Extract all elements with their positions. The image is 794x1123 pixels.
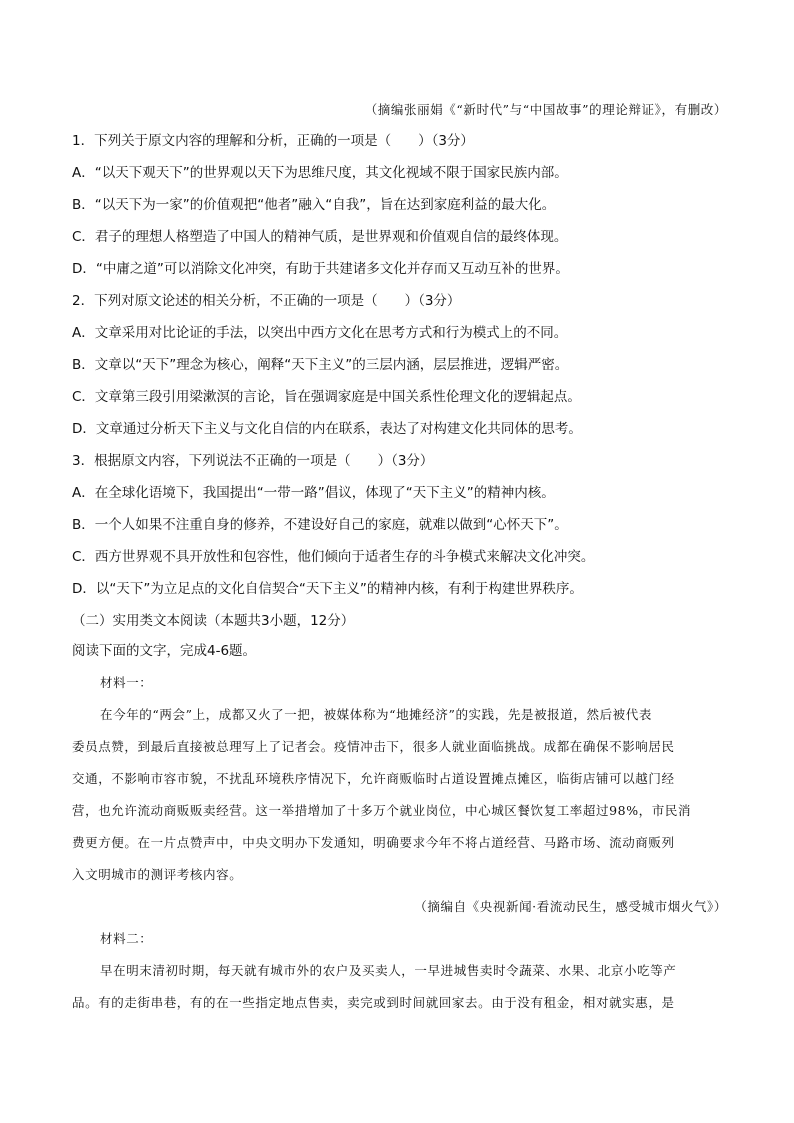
question-2-option-b: B．文章以“天下”理念为核心，阐释“天下主义”的三层内涵，层层推进，逻辑严密。 (72, 357, 569, 373)
question-3-stem: 3．根据原文内容，下列说法不正确的一项是（ ）（3分） (72, 453, 434, 469)
question-3-option-b: B．一个人如果不注重自身的修养，不建设好自己的家庭，就难以做到“心怀天下”。 (72, 517, 568, 533)
section-2-instruction: 阅读下面的文字，完成4-6题。 (72, 643, 257, 659)
question-2-option-a: A．文章采用对比论证的手法，以突出中西方文化在思考方式和行为模式上的不同。 (72, 325, 568, 341)
question-3-option-d: D．以“天下”为立足点的文化自信契合“天下主义”的精神内核，有利于构建世界秩序。 (72, 581, 583, 597)
question-3-option-a: A．在全球化语境下，我国提出“一带一路”倡议，体现了“天下主义”的精神内核。 (72, 485, 555, 501)
question-1-option-a: A．“以天下观天下”的世界观以天下为思维尺度，其文化视域不限于国家民族内部。 (72, 165, 568, 181)
question-1-option-b: B．“以天下为一家”的价值观把“他者”融入“自我”，旨在达到家庭利益的最大化。 (72, 197, 556, 213)
material-1-line: 入文明城市的测评考核内容。 (72, 867, 243, 882)
source-citation-1: （摘编张丽娟《“新时代”与“中国故事”的理论辩证》，有删改） (364, 102, 727, 117)
section-2-title: （二）实用类文本阅读（本题共3小题，12分） (72, 613, 355, 629)
question-1-stem: 1．下列关于原文内容的理解和分析，正确的一项是（ ）（3分） (72, 133, 474, 149)
material-1-line: 在今年的“两会”上，成都又火了一把，被媒体称为“地摊经济”的实践，先是被报道，然后被代表 (100, 707, 652, 722)
question-2-option-c: C．文章第三段引用梁漱溟的言论，旨在强调家庭是中国关系性伦理文化的逻辑起点。 (72, 389, 581, 405)
source-citation-2: （摘编自《央视新闻·看流动民生，感受城市烟火气》） (414, 899, 727, 914)
question-2-option-d: D．文章通过分析天下主义与文化自信的内在联系，表达了对构建文化共同体的思考。 (72, 421, 582, 437)
question-3-option-c: C．西方世界观不具开放性和包容性，他们倾向于适者生存的斗争模式来解决文化冲突。 (72, 549, 595, 565)
question-1-option-c: C．君子的理想人格塑造了中国人的精神气质，是世界观和价值观自信的最终体现。 (72, 229, 568, 245)
material-1-line: 交通，不影响市容市貌，不扰乱环境秩序情况下，允许商贩临时占道设置摊点摊区，临街店铺可以越门经 (72, 771, 675, 786)
material-2-label: 材料二： (100, 931, 153, 946)
question-1-option-d: D．“中庸之道”可以消除文化冲突，有助于共建诸多文化并存而又互动互补的世界。 (72, 261, 569, 277)
material-2-line: 品。有的走街串巷，有的在一些指定地点售卖，卖完或到时间就回家去。由于没有租金，相对就实惠，是 (72, 995, 675, 1010)
material-1-line: 委员点赞，到最后直接被总理写上了记者会。疫情冲击下，很多人就业面临挑战。成都在确保不影响居民 (72, 739, 675, 754)
material-2-line: 早在明末清初时期，每天就有城市外的农户及买卖人，一早进城售卖时令蔬菜、水果、北京小吃等产 (100, 963, 677, 978)
material-1-label: 材料一： (100, 675, 153, 690)
material-1-line: 费更方便。在一片点赞声中，中央文明办下发通知，明确要求今年不将占道经营、马路市场、流动商贩列 (72, 835, 675, 850)
question-2-stem: 2．下列对原文论述的相关分析，不正确的一项是（ ）（3分） (72, 293, 461, 309)
material-1-line: 营，也允许流动商贩贩卖经营。这一举措增加了十多万个就业岗位，中心城区餐饮复工率超过98%，市民消 (72, 803, 692, 818)
